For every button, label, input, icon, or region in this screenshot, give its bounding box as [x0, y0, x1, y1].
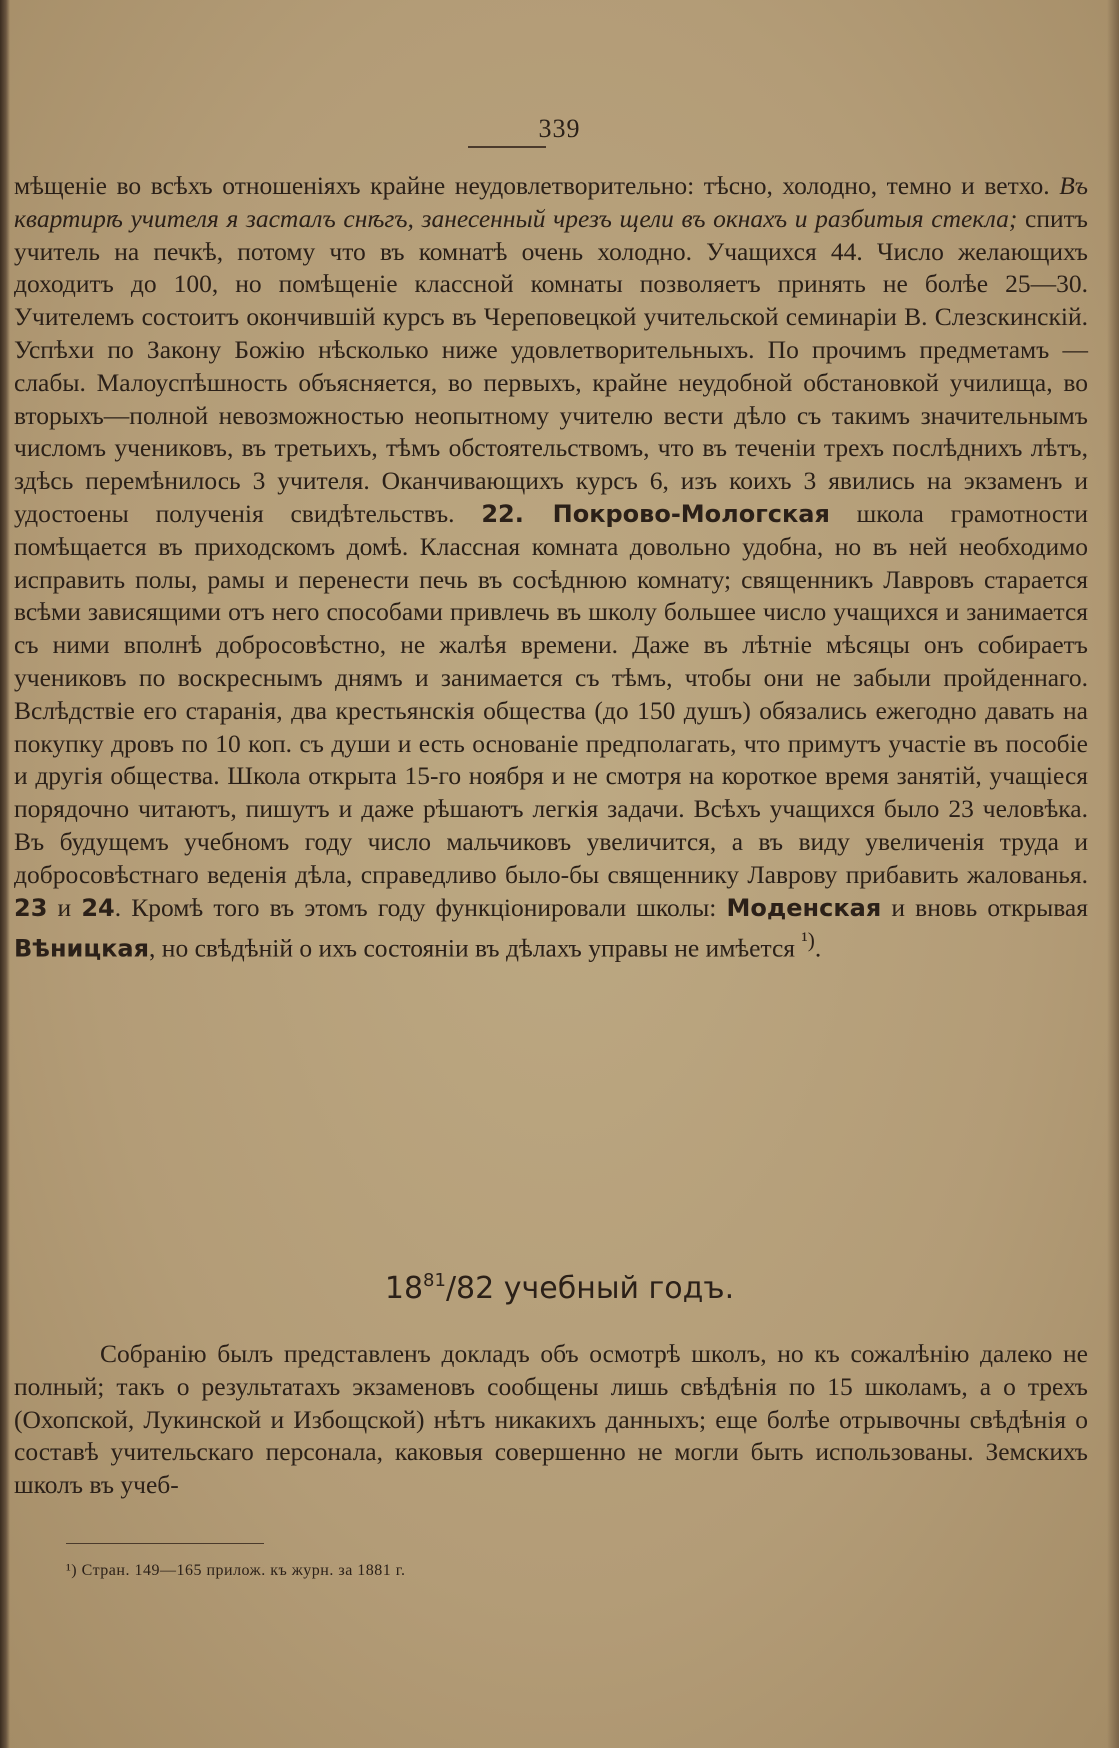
main-text-block — [14, 170, 1088, 966]
school-number-23: 23 — [14, 893, 48, 922]
school-heading-pokrovo-mologskaya: 22. Покрово-Мологская — [481, 499, 830, 528]
text-run: и вновь открывая — [881, 892, 1088, 922]
heading-rest: /82 учебный годъ. — [445, 1271, 735, 1306]
italic-quote: Въ квартирѣ учителя я засталъ снѣгъ, занесенный чрезъ щели въ окнахъ и разбитыя стекла; — [14, 171, 1088, 233]
section-heading — [0, 1270, 1119, 1306]
page-right-edge — [1107, 0, 1119, 1748]
paragraph-continuation — [14, 170, 1088, 966]
paragraph: Собранію былъ представленъ докладъ объ осмотрѣ школъ, но къ сожалѣнію далеко не полный; такъ о результатахъ экзаменовъ сообщены лишь свѣдѣнія по 15 школамъ, а о трехъ (Охопской, Лукинской и Избощской) нѣтъ никакихъ данныхъ; еще болѣе отрывочны свѣдѣнія о составѣ учительскаго персонала, каковыя совершенно не могли быть использованы. Земскихъ школъ въ учеб- — [14, 1339, 1088, 1500]
text-run: . — [814, 933, 822, 963]
school-name-modenskaya: Моденская — [726, 893, 882, 922]
page-left-edge — [0, 0, 10, 1748]
text-run: и — [47, 892, 82, 922]
text-run: . Кромѣ того въ этомъ году функціонировали школы: — [114, 892, 727, 922]
school-number-24: 24 — [81, 893, 115, 922]
section-text-block — [14, 1338, 1088, 1502]
heading-year: 18 — [384, 1271, 424, 1306]
text-run: спитъ учитель на печкѣ, потому что въ комнатѣ очень холодно. Учащихся 44. Число желающихъ доходитъ до 100, но помѣщеніе классной комнаты позволяетъ принять не болѣе 25—30. Учителемъ состоитъ окончившій курсъ въ Череповецкой учительской семинаріи В. Слезскинскій. Успѣхи по Закону Божію нѣсколько ниже удовлетворительныхъ. По прочимъ предметамъ — слабы. Малоуспѣшность объясняется, во первыхъ, крайне неудобной обстановкой училища, во вторыхъ—полной невозможностью неопытному учителю вести дѣло съ такимъ значительнымъ числомъ учениковъ, въ третьихъ, тѣмъ обстоятельствомъ, что въ теченіи трехъ послѣднихъ лѣтъ, здѣсь перемѣнилось 3 учителя. Оканчивающихъ курсъ 6, изъ коихъ 3 явились на экзаменъ и удостоены полученія свидѣтельствъ. — [14, 203, 1088, 528]
page-number-underline — [468, 146, 546, 148]
text-run: , но свѣдѣній о ихъ состояніи въ дѣлахъ управы не имѣется — [149, 933, 802, 963]
footnote-reference: ¹) — [801, 928, 815, 953]
text-run: школа грамотности помѣщается въ приходскомъ домѣ. Классная комната довольно удобна, но въ ней необходимо исправить полы, рамы и перенести печь въ сосѣднюю комнату; священникъ Лавровъ старается всѣми зависящими отъ него способами привлечь въ школу большее число учащихся и занимается съ ними вполнѣ добросовѣстно, не жалѣя времени. Даже въ лѣтніе мѣсяцы онъ собираетъ учениковъ по воскреснымъ днямъ и занимается съ тѣмъ, чтобы они не забыли пройденнаго. Вслѣдствіе его старанія, два крестьянскія общества (до 150 душъ) обязались ежегодно давать на покупку дровъ по 10 коп. съ души и есть основаніе предполагать, что примутъ участіе въ пособіе и другія общества. Школа открыта 15-го ноября и не смотря на короткое время занятій, учащіеся порядочно читаютъ, пишутъ и даже рѣшаютъ легкія задачи. Всѣхъ учащихся было 23 человѣка. Въ будущемъ учебномъ году число мальчиковъ увеличится, а въ виду увеличенія труда и добросовѣстнаго веденія дѣла, справедливо было-бы священнику Лаврову прибавить жалованья. — [14, 498, 1088, 889]
page-number: 339 — [538, 114, 581, 143]
text-run: мѣщеніе во всѣхъ отношеніяхъ крайне неудовлетворительно: тѣсно, холодно, темно и ветхо. — [14, 171, 1060, 200]
footnote: ¹) Стран. 149—165 прилож. къ журн. за 1881 г. — [66, 1562, 406, 1579]
school-name-venitskaya: Вѣницкая — [14, 934, 150, 963]
heading-year-sup: 81 — [423, 1270, 446, 1291]
footnote-separator — [66, 1543, 264, 1544]
